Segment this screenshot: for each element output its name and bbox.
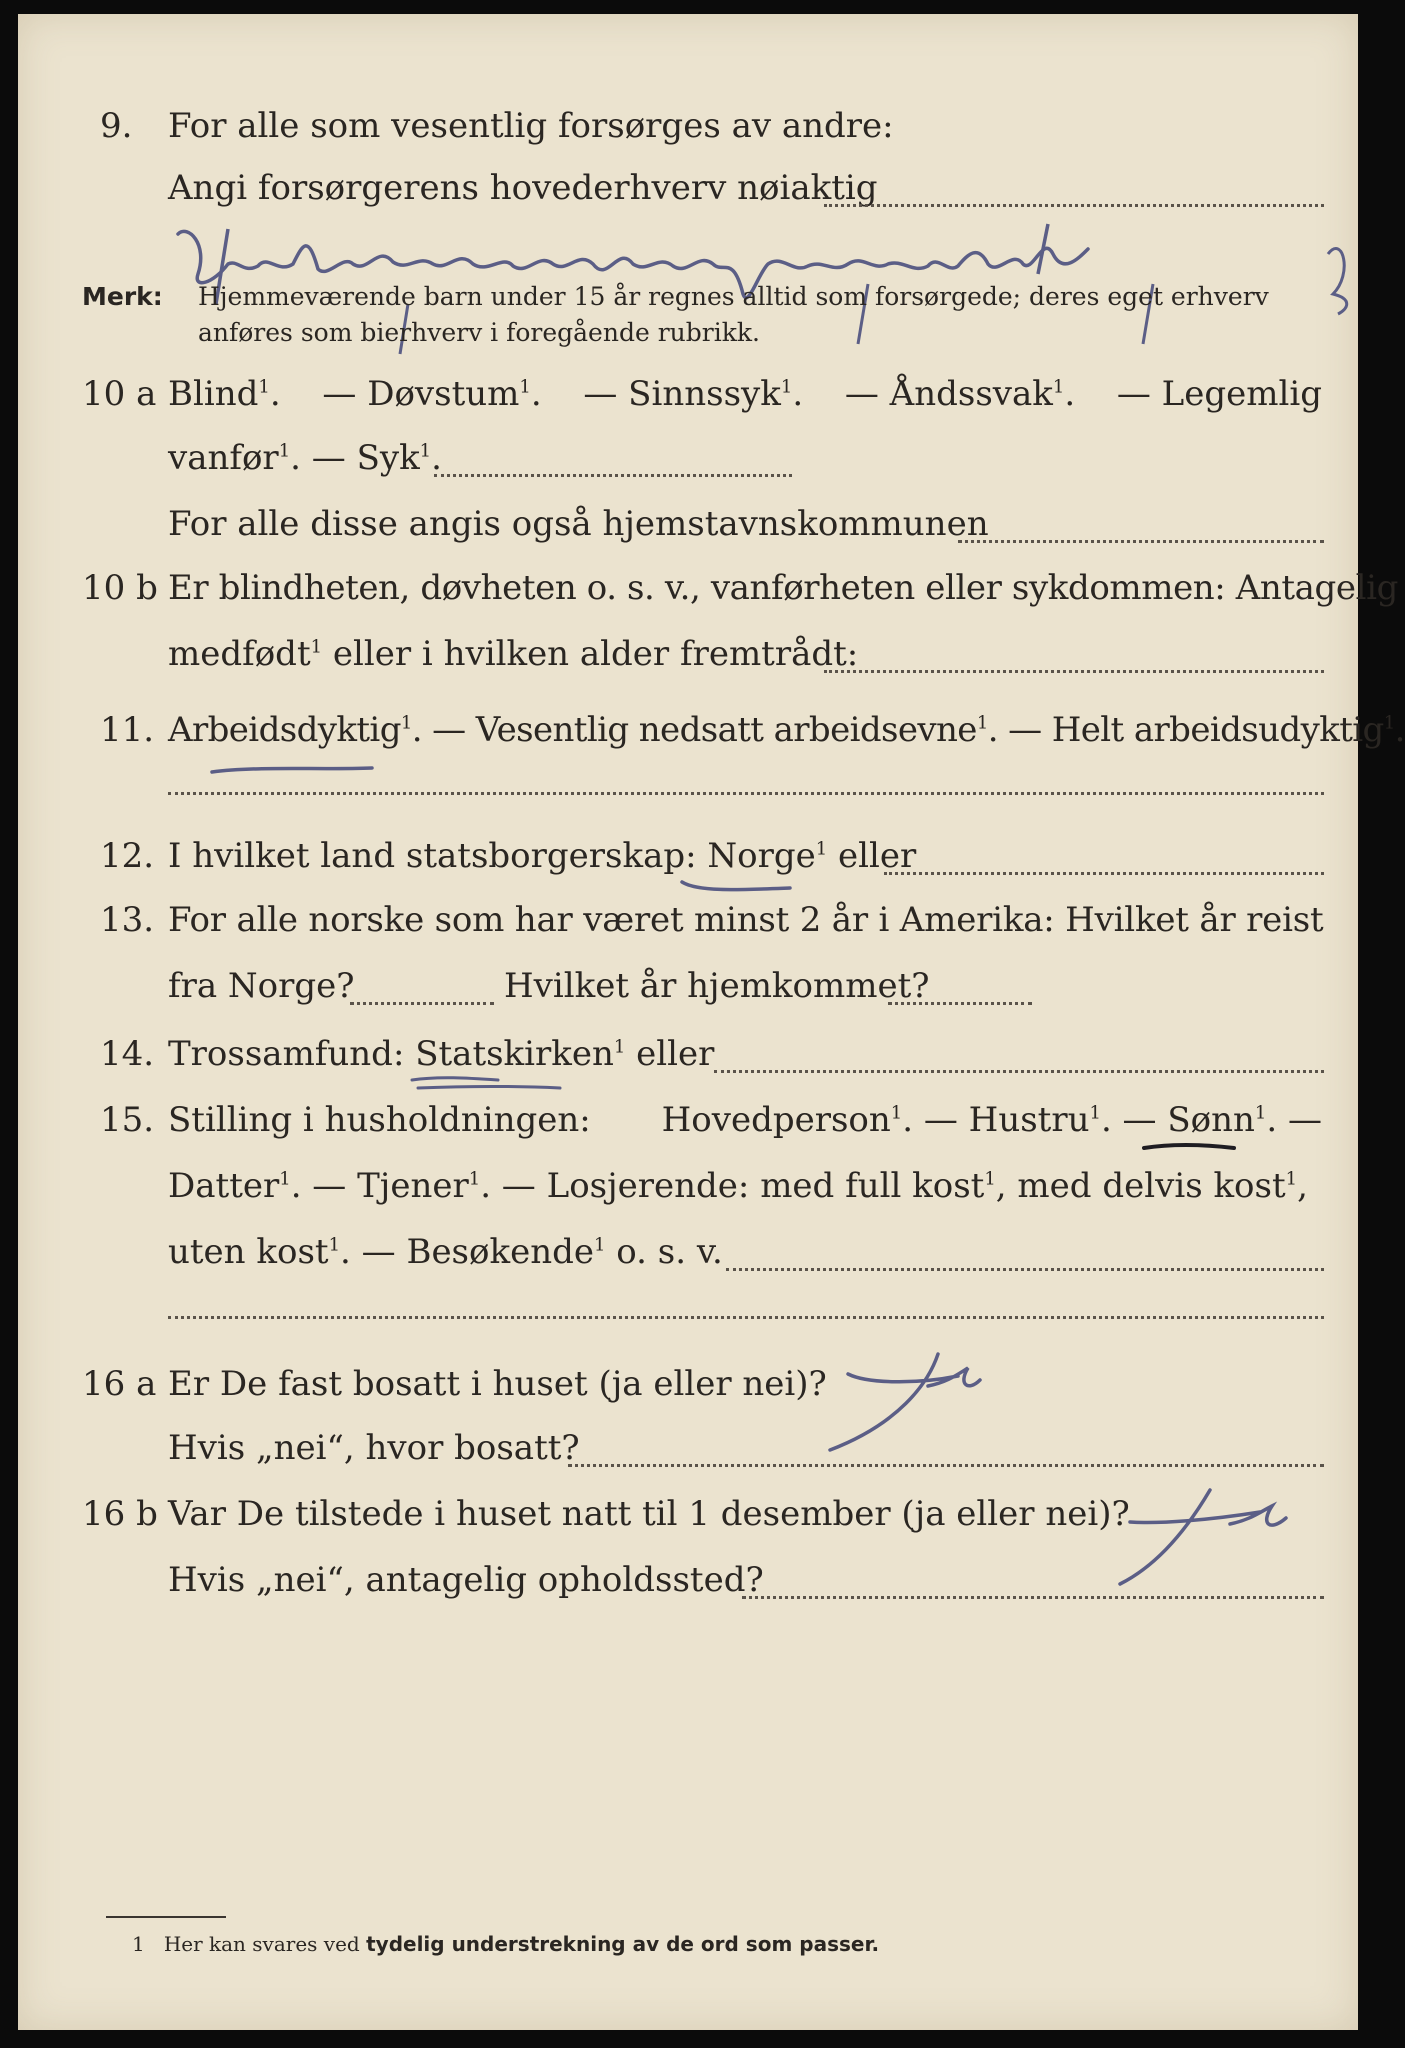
q16a-fill[interactable] bbox=[568, 1464, 1324, 1467]
q12-line: I hvilket land statsborgerskap: Norge$^1$ eller bbox=[168, 836, 917, 876]
q15-opt-losjerende: . — Losjerende: med full kost bbox=[480, 1166, 985, 1206]
q15-line2: Datter$^1$. — Tjener$^1$. — Losjerende: med full kost$^1$, med delvis kost$^1$, bbox=[168, 1166, 1308, 1206]
q13-number: 13. bbox=[100, 900, 155, 940]
q15-opt-tjener: . — Tjener bbox=[290, 1166, 469, 1206]
q12-number: 12. bbox=[100, 836, 155, 876]
q14-line: Trossamfund: Statskirken$^1$ eller bbox=[168, 1034, 715, 1074]
q10b-number: 10 b bbox=[82, 568, 158, 608]
underline-sonn bbox=[1140, 1138, 1240, 1158]
underline-norge bbox=[678, 876, 798, 896]
q14-opt-statskirken: Statskirken bbox=[415, 1034, 614, 1074]
q15-fill[interactable] bbox=[726, 1268, 1324, 1271]
handwritten-ja-16b bbox=[1100, 1484, 1300, 1594]
q15-opt-hovedperson: Hovedperson bbox=[661, 1100, 891, 1140]
handwritten-ja-16a bbox=[808, 1344, 988, 1464]
q15-line3: uten kost$^1$. — Besøkende$^1$ o. s. v. bbox=[168, 1232, 723, 1272]
underline-statskirken bbox=[408, 1072, 568, 1096]
q16a-number: 16 a bbox=[82, 1364, 157, 1404]
q10a-line1: Blind$^1$. — Døvstum$^1$. — Sinnssyk$^1$. — Åndssvak$^1$. — Legemlig bbox=[168, 374, 1322, 414]
q10a-line2: vanfør$^1$. — Syk$^1$. bbox=[168, 438, 442, 478]
q10a-opt-legemlig: — Legemlig bbox=[1116, 374, 1322, 414]
q10a-opt-sinnssyk: — Sinnssyk bbox=[583, 374, 781, 414]
q10a-opt-blind: Blind bbox=[168, 374, 259, 414]
q14-fill[interactable] bbox=[714, 1070, 1324, 1073]
q15-fill-2[interactable] bbox=[168, 1316, 1324, 1319]
q15-opt-hustru: . — Hustru bbox=[902, 1100, 1090, 1140]
q12-opt-norge: Norge bbox=[707, 836, 816, 876]
q16a-line1: Er De fast bosatt i huset (ja eller nei)? bbox=[168, 1364, 827, 1404]
q10a-opt-andssvak: — Åndssvak bbox=[844, 374, 1053, 414]
q11-fill[interactable] bbox=[168, 792, 1324, 795]
q9-line1: For alle som vesentlig forsørges av andre: bbox=[168, 106, 894, 146]
q11-opt-arbeidsdyktig: Arbeidsdyktig bbox=[168, 710, 401, 750]
q11-line: Arbeidsdyktig$^1$. — Vesentlig nedsatt arbeidsevne$^1$. — Helt arbeidsudyktig$^1$. bbox=[168, 710, 1405, 750]
q15-line1: Stilling i husholdningen: Hovedperson$^1$. — Hustru$^1$. — Sønn$^1$. — bbox=[168, 1100, 1322, 1140]
footnote-rule bbox=[106, 1916, 226, 1918]
q10b-fill[interactable] bbox=[824, 670, 1324, 673]
q12-fill[interactable] bbox=[884, 872, 1324, 875]
q16b-line1: Var De tilstede i huset natt til 1 desember (ja eller nei)? bbox=[168, 1494, 1130, 1534]
q16b-line2: Hvis „nei“, antagelig opholdssted? bbox=[168, 1560, 764, 1600]
q15-opt-datter: Datter bbox=[168, 1166, 280, 1206]
merk-line2: anføres som bierhverv i foregående rubrikk. bbox=[198, 318, 760, 347]
q10a-line3: For alle disse angis også hjemstavnskommunen bbox=[168, 504, 989, 544]
svg-text:Ja: Ja bbox=[1101, 1592, 1102, 1593]
q10a-syk-fill[interactable] bbox=[434, 474, 792, 477]
census-form-page bbox=[18, 14, 1405, 2030]
q15-number: 15. bbox=[100, 1100, 155, 1140]
q14-number: 14. bbox=[100, 1034, 155, 1074]
q13-line2b: Hvilket år hjemkommet? bbox=[504, 966, 930, 1006]
q13-line2a: fra Norge? bbox=[168, 966, 355, 1006]
footnote: 1 Her kan svares ved tydelig understrekning av de ord som passer. bbox=[132, 1932, 880, 1956]
merk-line1: Hjemmeværende barn under 15 år regnes alltid som forsørgede; deres eget erhverv bbox=[198, 282, 1269, 311]
q16b-fill[interactable] bbox=[742, 1596, 1324, 1599]
q10b-line1: Er blindheten, døvheten o. s. v., vanførheten eller sykdommen: Antagelig bbox=[168, 568, 1398, 608]
q9-number: 9. bbox=[100, 106, 133, 146]
q11-number: 11. bbox=[100, 710, 155, 750]
svg-text:Ja: Ja bbox=[809, 1462, 810, 1463]
underline-arbeidsdyktig bbox=[208, 760, 378, 780]
q10a-kommune-fill[interactable] bbox=[958, 540, 1324, 543]
q9-fill-line[interactable] bbox=[824, 204, 1324, 207]
q10b-line2: medfødt$^1$ eller i hvilken alder fremtrådt: bbox=[168, 634, 859, 674]
handwritten-occupation-text: Landforeskningsinspektør bbox=[169, 322, 183, 323]
q13-reist-fill[interactable] bbox=[350, 1002, 494, 1005]
q16b-number: 16 b bbox=[82, 1494, 158, 1534]
q10a-number: 10 a bbox=[82, 374, 157, 414]
q9-line2: Angi forsørgerens hovederhverv nøiaktig bbox=[168, 168, 878, 208]
q10a-opt-dovstum: — Døvstum bbox=[322, 374, 520, 414]
merk-label: Merk: bbox=[82, 282, 163, 311]
q13-line1: For alle norske som har været minst 2 år i Amerika: Hvilket år reist bbox=[168, 900, 1324, 940]
q15-opt-sonn: . — Sønn bbox=[1100, 1100, 1255, 1140]
q16a-line2: Hvis „nei“, hvor bosatt? bbox=[168, 1428, 580, 1468]
q13-hjemkommet-fill[interactable] bbox=[888, 1002, 1032, 1005]
